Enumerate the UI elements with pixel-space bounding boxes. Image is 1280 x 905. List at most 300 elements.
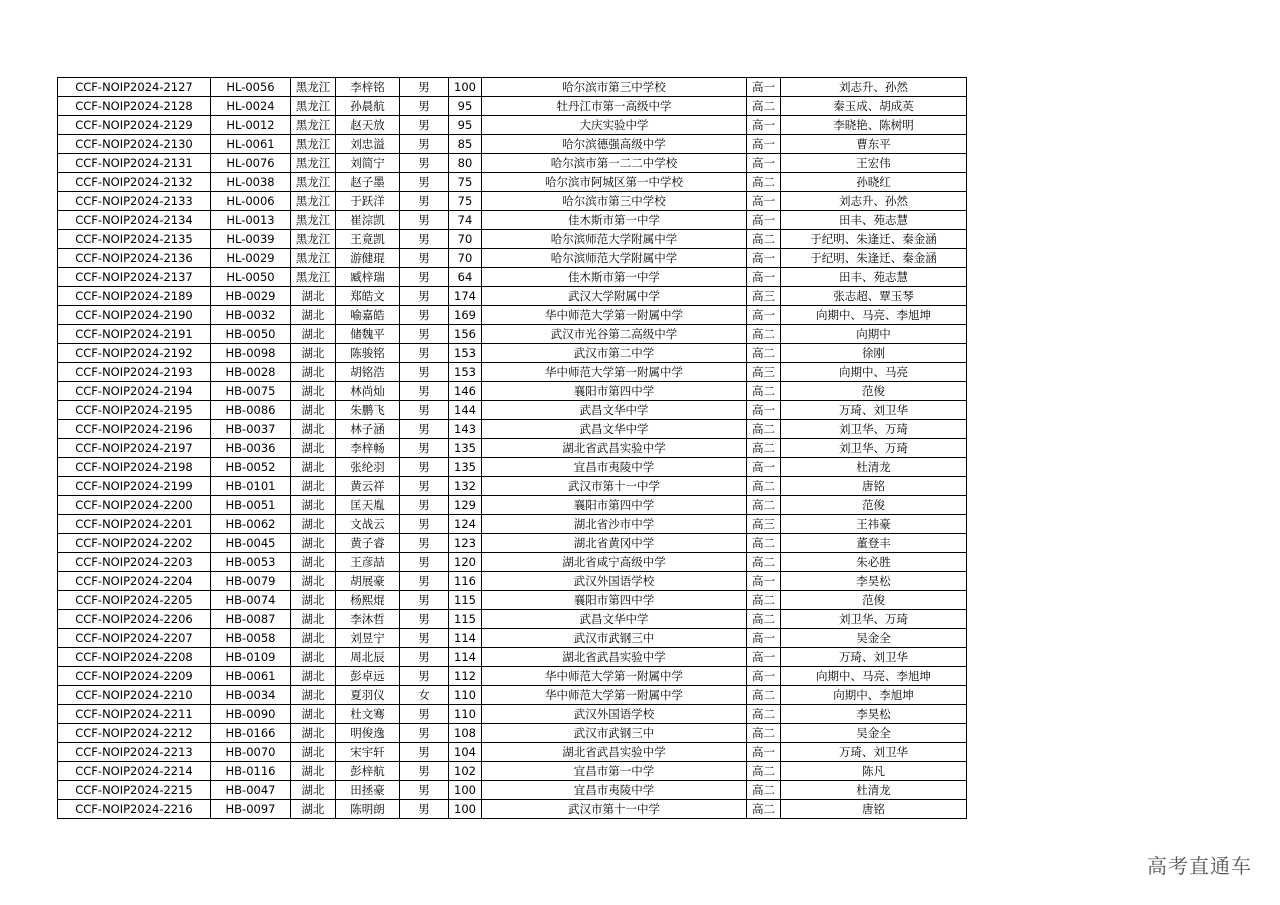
gender-cell: 男 [400, 420, 449, 439]
grade-cell: 高一 [747, 211, 781, 230]
candidate-id-cell: HB-0058 [211, 629, 291, 648]
name-cell: 赵子墨 [336, 173, 400, 192]
name-cell: 林子涵 [336, 420, 400, 439]
certificate-id-cell: CCF-NOIP2024-2212 [58, 724, 211, 743]
table-row [58, 211, 967, 230]
gender-cell: 男 [400, 667, 449, 686]
gender-cell: 男 [400, 363, 449, 382]
province-cell: 黑龙江 [291, 154, 336, 173]
school-cell: 湖北省武昌实验中学 [482, 743, 747, 762]
certificate-id-cell: CCF-NOIP2024-2192 [58, 344, 211, 363]
coach-cell: 于纪明、朱逢迁、秦金涵 [781, 249, 967, 268]
school-cell: 牡丹江市第一高级中学 [482, 97, 747, 116]
candidate-id-cell: HL-0013 [211, 211, 291, 230]
table-row [58, 743, 967, 762]
grade-cell: 高二 [747, 591, 781, 610]
gender-cell: 男 [400, 306, 449, 325]
certificate-id-cell: CCF-NOIP2024-2132 [58, 173, 211, 192]
name-cell: 周北辰 [336, 648, 400, 667]
score-cell: 85 [449, 135, 482, 154]
gender-cell: 男 [400, 97, 449, 116]
score-cell: 95 [449, 116, 482, 135]
name-cell: 夏羽仪 [336, 686, 400, 705]
grade-cell: 高一 [747, 116, 781, 135]
table-row [58, 800, 967, 819]
candidate-id-cell: HB-0037 [211, 420, 291, 439]
certificate-id-cell: CCF-NOIP2024-2208 [58, 648, 211, 667]
school-cell: 大庆实验中学 [482, 116, 747, 135]
grade-cell: 高二 [747, 800, 781, 819]
candidate-id-cell: HL-0076 [211, 154, 291, 173]
coach-cell: 万琦、刘卫华 [781, 401, 967, 420]
name-cell: 李梓铭 [336, 78, 400, 97]
name-cell: 赵天放 [336, 116, 400, 135]
candidate-id-cell: HB-0047 [211, 781, 291, 800]
score-cell: 144 [449, 401, 482, 420]
school-cell: 武昌文华中学 [482, 401, 747, 420]
candidate-id-cell: HL-0050 [211, 268, 291, 287]
candidate-id-cell: HB-0075 [211, 382, 291, 401]
score-cell: 120 [449, 553, 482, 572]
candidate-id-cell: HL-0039 [211, 230, 291, 249]
school-cell: 湖北省武昌实验中学 [482, 439, 747, 458]
candidate-id-cell: HL-0024 [211, 97, 291, 116]
school-cell: 哈尔滨市阿城区第一中学校 [482, 173, 747, 192]
province-cell: 黑龙江 [291, 78, 336, 97]
grade-cell: 高一 [747, 667, 781, 686]
table-row [58, 705, 967, 724]
school-cell: 宜昌市第一中学 [482, 762, 747, 781]
certificate-id-cell: CCF-NOIP2024-2190 [58, 306, 211, 325]
province-cell: 湖北 [291, 287, 336, 306]
name-cell: 胡展豪 [336, 572, 400, 591]
province-cell: 黑龙江 [291, 268, 336, 287]
gender-cell: 男 [400, 173, 449, 192]
gender-cell: 男 [400, 800, 449, 819]
score-cell: 70 [449, 230, 482, 249]
grade-cell: 高二 [747, 477, 781, 496]
coach-cell: 李晓艳、陈树明 [781, 116, 967, 135]
grade-cell: 高一 [747, 572, 781, 591]
school-cell: 湖北省武昌实验中学 [482, 648, 747, 667]
coach-cell: 曹东平 [781, 135, 967, 154]
coach-cell: 王宏伟 [781, 154, 967, 173]
table-row [58, 648, 967, 667]
grade-cell: 高二 [747, 230, 781, 249]
grade-cell: 高二 [747, 781, 781, 800]
name-cell: 匡天胤 [336, 496, 400, 515]
name-cell: 杜文骞 [336, 705, 400, 724]
table-row [58, 192, 967, 211]
coach-cell: 刘卫华、万琦 [781, 610, 967, 629]
coach-cell: 田丰、苑志慧 [781, 268, 967, 287]
certificate-id-cell: CCF-NOIP2024-2213 [58, 743, 211, 762]
coach-cell: 刘卫华、万琦 [781, 420, 967, 439]
name-cell: 刘忠溢 [336, 135, 400, 154]
candidate-id-cell: HB-0053 [211, 553, 291, 572]
grade-cell: 高二 [747, 382, 781, 401]
province-cell: 黑龙江 [291, 116, 336, 135]
grade-cell: 高二 [747, 762, 781, 781]
grade-cell: 高一 [747, 401, 781, 420]
coach-cell: 李昊松 [781, 572, 967, 591]
name-cell: 游健琨 [336, 249, 400, 268]
candidate-id-cell: HB-0086 [211, 401, 291, 420]
grade-cell: 高二 [747, 724, 781, 743]
table-row [58, 401, 967, 420]
grade-cell: 高二 [747, 610, 781, 629]
name-cell: 黄云祥 [336, 477, 400, 496]
table-row [58, 629, 967, 648]
table-row [58, 477, 967, 496]
name-cell: 喻嘉皓 [336, 306, 400, 325]
results-table [57, 77, 967, 819]
name-cell: 于跃洋 [336, 192, 400, 211]
grade-cell: 高一 [747, 154, 781, 173]
table-row [58, 762, 967, 781]
name-cell: 朱鹏飞 [336, 401, 400, 420]
coach-cell: 田丰、苑志慧 [781, 211, 967, 230]
gender-cell: 男 [400, 192, 449, 211]
school-cell: 湖北省咸宁高级中学 [482, 553, 747, 572]
certificate-id-cell: CCF-NOIP2024-2193 [58, 363, 211, 382]
coach-cell: 范俊 [781, 496, 967, 515]
province-cell: 湖北 [291, 458, 336, 477]
grade-cell: 高一 [747, 648, 781, 667]
gender-cell: 男 [400, 781, 449, 800]
province-cell: 湖北 [291, 572, 336, 591]
table-row [58, 439, 967, 458]
name-cell: 彭卓远 [336, 667, 400, 686]
province-cell: 湖北 [291, 610, 336, 629]
candidate-id-cell: HB-0101 [211, 477, 291, 496]
candidate-id-cell: HB-0166 [211, 724, 291, 743]
gender-cell: 女 [400, 686, 449, 705]
name-cell: 李沐哲 [336, 610, 400, 629]
gender-cell: 男 [400, 116, 449, 135]
province-cell: 湖北 [291, 439, 336, 458]
province-cell: 湖北 [291, 686, 336, 705]
school-cell: 佳木斯市第一中学 [482, 268, 747, 287]
province-cell: 湖北 [291, 534, 336, 553]
certificate-id-cell: CCF-NOIP2024-2133 [58, 192, 211, 211]
school-cell: 华中师范大学第一附属中学 [482, 686, 747, 705]
table-row [58, 306, 967, 325]
school-cell: 哈尔滨德强高级中学 [482, 135, 747, 154]
score-cell: 153 [449, 363, 482, 382]
candidate-id-cell: HB-0090 [211, 705, 291, 724]
grade-cell: 高二 [747, 420, 781, 439]
score-cell: 132 [449, 477, 482, 496]
coach-cell: 杜清龙 [781, 458, 967, 477]
grade-cell: 高二 [747, 439, 781, 458]
name-cell: 孙晨航 [336, 97, 400, 116]
gender-cell: 男 [400, 401, 449, 420]
certificate-id-cell: CCF-NOIP2024-2210 [58, 686, 211, 705]
gender-cell: 男 [400, 211, 449, 230]
name-cell: 刘昱宁 [336, 629, 400, 648]
candidate-id-cell: HB-0061 [211, 667, 291, 686]
province-cell: 湖北 [291, 553, 336, 572]
coach-cell: 于纪明、朱逢迁、秦金涵 [781, 230, 967, 249]
certificate-id-cell: CCF-NOIP2024-2189 [58, 287, 211, 306]
candidate-id-cell: HB-0034 [211, 686, 291, 705]
score-cell: 143 [449, 420, 482, 439]
score-cell: 64 [449, 268, 482, 287]
gender-cell: 男 [400, 268, 449, 287]
school-cell: 武汉市第十一中学 [482, 477, 747, 496]
grade-cell: 高二 [747, 686, 781, 705]
grade-cell: 高三 [747, 515, 781, 534]
school-cell: 武汉外国语学校 [482, 572, 747, 591]
school-cell: 湖北省黄冈中学 [482, 534, 747, 553]
coach-cell: 万琦、刘卫华 [781, 648, 967, 667]
school-cell: 武汉外国语学校 [482, 705, 747, 724]
candidate-id-cell: HB-0116 [211, 762, 291, 781]
certificate-id-cell: CCF-NOIP2024-2131 [58, 154, 211, 173]
table-row [58, 97, 967, 116]
gender-cell: 男 [400, 610, 449, 629]
table-row [58, 78, 967, 97]
certificate-id-cell: CCF-NOIP2024-2199 [58, 477, 211, 496]
score-cell: 102 [449, 762, 482, 781]
grade-cell: 高一 [747, 249, 781, 268]
school-cell: 襄阳市第四中学 [482, 382, 747, 401]
school-cell: 武汉市武钢三中 [482, 629, 747, 648]
province-cell: 湖北 [291, 667, 336, 686]
coach-cell: 向期中、马亮 [781, 363, 967, 382]
coach-cell: 陈凡 [781, 762, 967, 781]
gender-cell: 男 [400, 477, 449, 496]
candidate-id-cell: HB-0097 [211, 800, 291, 819]
candidate-id-cell: HB-0028 [211, 363, 291, 382]
candidate-id-cell: HB-0087 [211, 610, 291, 629]
grade-cell: 高一 [747, 135, 781, 154]
name-cell: 彭梓航 [336, 762, 400, 781]
gender-cell: 男 [400, 515, 449, 534]
score-cell: 110 [449, 705, 482, 724]
gender-cell: 男 [400, 344, 449, 363]
school-cell: 襄阳市第四中学 [482, 496, 747, 515]
gender-cell: 男 [400, 249, 449, 268]
grade-cell: 高二 [747, 344, 781, 363]
score-cell: 153 [449, 344, 482, 363]
certificate-id-cell: CCF-NOIP2024-2136 [58, 249, 211, 268]
table-row [58, 553, 967, 572]
table-row [58, 382, 967, 401]
name-cell: 宋宇轩 [336, 743, 400, 762]
grade-cell: 高二 [747, 496, 781, 515]
name-cell: 文战云 [336, 515, 400, 534]
table-row [58, 420, 967, 439]
coach-cell: 向期中、李旭坤 [781, 686, 967, 705]
score-cell: 75 [449, 192, 482, 211]
province-cell: 湖北 [291, 800, 336, 819]
table-row [58, 363, 967, 382]
certificate-id-cell: CCF-NOIP2024-2129 [58, 116, 211, 135]
table-row [58, 287, 967, 306]
score-cell: 95 [449, 97, 482, 116]
table-row [58, 724, 967, 743]
certificate-id-cell: CCF-NOIP2024-2130 [58, 135, 211, 154]
certificate-id-cell: CCF-NOIP2024-2204 [58, 572, 211, 591]
coach-cell: 李昊松 [781, 705, 967, 724]
gender-cell: 男 [400, 382, 449, 401]
province-cell: 湖北 [291, 496, 336, 515]
coach-cell: 董登丰 [781, 534, 967, 553]
candidate-id-cell: HL-0038 [211, 173, 291, 192]
table-row [58, 781, 967, 800]
table-row [58, 268, 967, 287]
grade-cell: 高一 [747, 78, 781, 97]
table-row [58, 458, 967, 477]
certificate-id-cell: CCF-NOIP2024-2211 [58, 705, 211, 724]
province-cell: 湖北 [291, 648, 336, 667]
certificate-id-cell: CCF-NOIP2024-2215 [58, 781, 211, 800]
table-row [58, 230, 967, 249]
candidate-id-cell: HL-0006 [211, 192, 291, 211]
name-cell: 崔淙凯 [336, 211, 400, 230]
school-cell: 哈尔滨市第一二二中学校 [482, 154, 747, 173]
candidate-id-cell: HB-0074 [211, 591, 291, 610]
score-cell: 100 [449, 800, 482, 819]
candidate-id-cell: HB-0050 [211, 325, 291, 344]
school-cell: 襄阳市第四中学 [482, 591, 747, 610]
coach-cell: 朱必胜 [781, 553, 967, 572]
table-row [58, 591, 967, 610]
name-cell: 明俊逸 [336, 724, 400, 743]
school-cell: 湖北省沙市中学 [482, 515, 747, 534]
score-cell: 74 [449, 211, 482, 230]
certificate-id-cell: CCF-NOIP2024-2127 [58, 78, 211, 97]
certificate-id-cell: CCF-NOIP2024-2137 [58, 268, 211, 287]
province-cell: 湖北 [291, 705, 336, 724]
grade-cell: 高二 [747, 534, 781, 553]
name-cell: 储魏平 [336, 325, 400, 344]
grade-cell: 高三 [747, 363, 781, 382]
coach-cell: 向期中、马亮、李旭坤 [781, 667, 967, 686]
province-cell: 黑龙江 [291, 173, 336, 192]
school-cell: 宜昌市夷陵中学 [482, 458, 747, 477]
results-table-body [58, 78, 967, 819]
gender-cell: 男 [400, 705, 449, 724]
table-row [58, 249, 967, 268]
score-cell: 110 [449, 686, 482, 705]
name-cell: 张纶羽 [336, 458, 400, 477]
name-cell: 林尚灿 [336, 382, 400, 401]
certificate-id-cell: CCF-NOIP2024-2201 [58, 515, 211, 534]
coach-cell: 刘卫华、万琦 [781, 439, 967, 458]
coach-cell: 孙晓红 [781, 173, 967, 192]
certificate-id-cell: CCF-NOIP2024-2214 [58, 762, 211, 781]
name-cell: 黄子睿 [336, 534, 400, 553]
gender-cell: 男 [400, 135, 449, 154]
table-row [58, 496, 967, 515]
province-cell: 黑龙江 [291, 135, 336, 154]
table-row [58, 686, 967, 705]
table-row [58, 572, 967, 591]
name-cell: 刘简宁 [336, 154, 400, 173]
name-cell: 王彦喆 [336, 553, 400, 572]
province-cell: 湖北 [291, 420, 336, 439]
province-cell: 湖北 [291, 629, 336, 648]
score-cell: 114 [449, 648, 482, 667]
province-cell: 湖北 [291, 724, 336, 743]
score-cell: 70 [449, 249, 482, 268]
score-cell: 115 [449, 610, 482, 629]
grade-cell: 高一 [747, 306, 781, 325]
province-cell: 黑龙江 [291, 211, 336, 230]
score-cell: 169 [449, 306, 482, 325]
province-cell: 黑龙江 [291, 192, 336, 211]
candidate-id-cell: HB-0029 [211, 287, 291, 306]
name-cell: 臧梓瑞 [336, 268, 400, 287]
table-row [58, 515, 967, 534]
grade-cell: 高二 [747, 97, 781, 116]
school-cell: 哈尔滨市第三中学校 [482, 192, 747, 211]
gender-cell: 男 [400, 762, 449, 781]
gender-cell: 男 [400, 648, 449, 667]
grade-cell: 高一 [747, 192, 781, 211]
score-cell: 115 [449, 591, 482, 610]
coach-cell: 范俊 [781, 382, 967, 401]
certificate-id-cell: CCF-NOIP2024-2205 [58, 591, 211, 610]
name-cell: 王竟凯 [336, 230, 400, 249]
certificate-id-cell: CCF-NOIP2024-2200 [58, 496, 211, 515]
score-cell: 135 [449, 458, 482, 477]
candidate-id-cell: HB-0070 [211, 743, 291, 762]
candidate-id-cell: HB-0079 [211, 572, 291, 591]
grade-cell: 高一 [747, 629, 781, 648]
coach-cell: 张志超、覃玉琴 [781, 287, 967, 306]
name-cell: 田拯豪 [336, 781, 400, 800]
coach-cell: 万琦、刘卫华 [781, 743, 967, 762]
coach-cell: 唐铭 [781, 800, 967, 819]
score-cell: 116 [449, 572, 482, 591]
score-cell: 156 [449, 325, 482, 344]
province-cell: 黑龙江 [291, 97, 336, 116]
province-cell: 湖北 [291, 743, 336, 762]
grade-cell: 高一 [747, 268, 781, 287]
table-row [58, 667, 967, 686]
score-cell: 114 [449, 629, 482, 648]
certificate-id-cell: CCF-NOIP2024-2216 [58, 800, 211, 819]
table-row [58, 325, 967, 344]
name-cell: 陈明朗 [336, 800, 400, 819]
province-cell: 湖北 [291, 477, 336, 496]
school-cell: 武汉大学附属中学 [482, 287, 747, 306]
certificate-id-cell: CCF-NOIP2024-2202 [58, 534, 211, 553]
gender-cell: 男 [400, 458, 449, 477]
province-cell: 湖北 [291, 781, 336, 800]
province-cell: 湖北 [291, 401, 336, 420]
school-cell: 武汉市光谷第二高级中学 [482, 325, 747, 344]
coach-cell: 秦玉成、胡成英 [781, 97, 967, 116]
certificate-id-cell: CCF-NOIP2024-2194 [58, 382, 211, 401]
score-cell: 146 [449, 382, 482, 401]
province-cell: 湖北 [291, 591, 336, 610]
coach-cell: 刘志升、孙然 [781, 78, 967, 97]
score-cell: 108 [449, 724, 482, 743]
table-row [58, 154, 967, 173]
gender-cell: 男 [400, 591, 449, 610]
gender-cell: 男 [400, 325, 449, 344]
table-row [58, 610, 967, 629]
certificate-id-cell: CCF-NOIP2024-2196 [58, 420, 211, 439]
certificate-id-cell: CCF-NOIP2024-2134 [58, 211, 211, 230]
coach-cell: 徐刚 [781, 344, 967, 363]
certificate-id-cell: CCF-NOIP2024-2191 [58, 325, 211, 344]
